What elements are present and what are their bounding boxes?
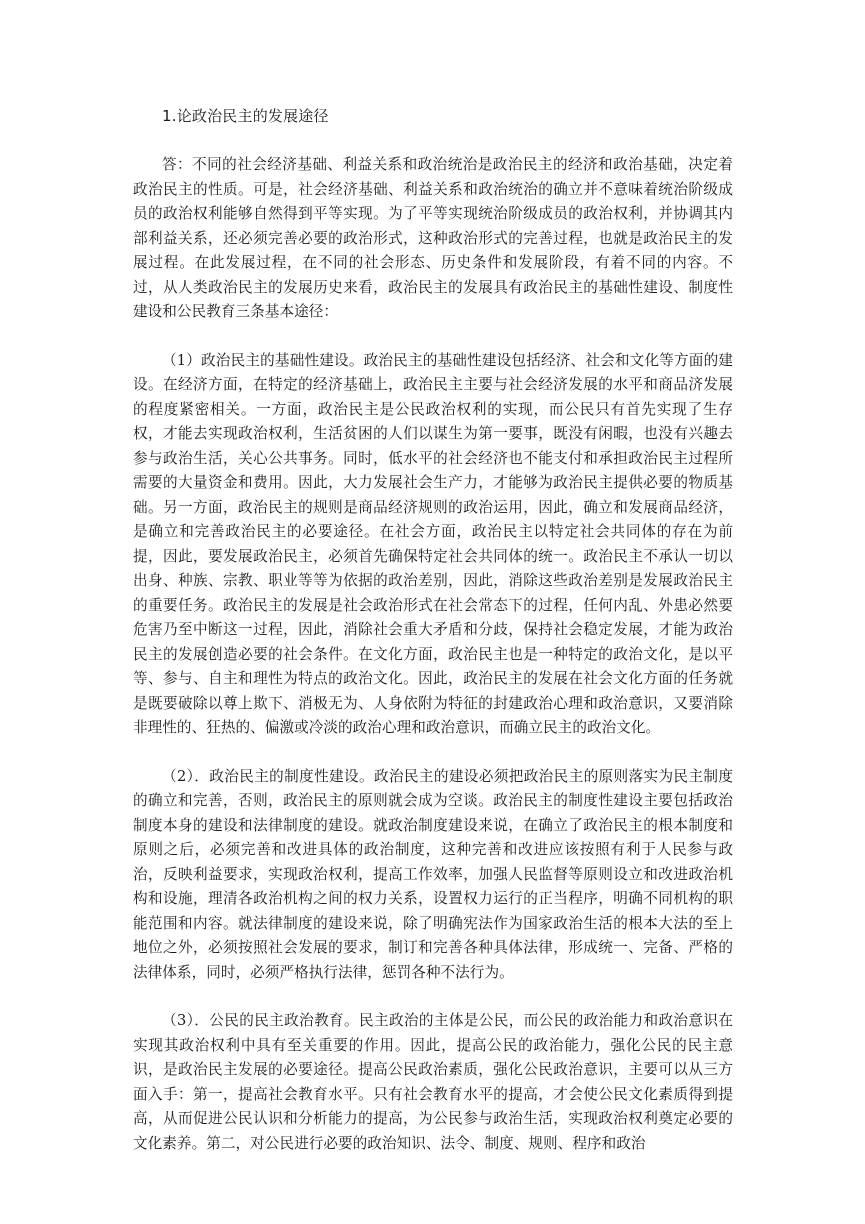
section-title: 1.论政治民主的发展途径 xyxy=(162,107,329,125)
institutional-construction-paragraph: （2）．政治民主的制度性建设。政治民主的建设必须把政治民主的原则落实为民主制度的确立和完善，否则，政治民主的原则就会成为空谈。政治民主的制度性建设主要包括政治制度本身的建设和法律制度的建设。就政治制度建设来说，在确立了政治民主的根本制度和原则之后，必须完善和改进具体的政治制度，这种完善和改进应该按照有利于人民参与政治，反映利益要求，实现政治权利，提高工作效率，加强人民监督等原则设立和改进政治机构和设施，理清各政治机构之间的权力关系，设置权力运行的正当程序，明确不同机构的职能范围和内容。就法律制度的建设来说，除了明确宪法作为国家政治生活的根本大法的至上地位之外，必须按照社会发展的要求，制订和完善各种具体法律，形成统一、完备、严格的法律体系，同时，必须严格执行法律，惩罚各种不法行为。 xyxy=(133,767,733,981)
basic-construction-paragraph: （1）政治民主的基础性建设。政治民主的基础性建设包括经济、社会和文化等方面的建设。在经济方面，在特定的经济基础上，政治民主主要与社会经济发展的水平和商品济发展的程度紧密相关。一方面，政治民主是公民政治权利的实现，而公民只有首先实现了生存权，才能去实现政治权利，生活贫困的人们以谋生为第一要事，既没有闲暇，也没有兴趣去参与政治生活，关心公共事务。同时，低水平的社会经济也不能支付和承担政治民主过程所需要的大量资金和费用。因此，大力发展社会生产力，才能够为政治民主提供必要的物质基础。另一方面，政治民主的规则是商品经济规则的政治运用，因此，确立和发展商品经济，是确立和完善政治民主的必要途径。在社会方面，政治民主以特定社会共同体的存在为前提，因此，要发展政治民主，必须首先确保特定社会共同体的统一。政治民主不承认一切以出身、种族、宗教、职业等等为依据的政治差别，因此，消除这些政治差别是发展政治民主的重要任务。政治民主的发展是社会政治形式在社会常态下的过程，任何内乱、外患必然要危害乃至中断这一过程，因此，消除社会重大矛盾和分歧，保持社会稳定发展，才能为政治民主的发展创造必要的社会条件。在文化方面，政治民主也是一种特定的政治文化，是以平等、参与、自主和理性为特点的政治文化。因此，政治民主的发展在社会文化方面的任务就是既要破除以尊上欺下、消极无为、人身依附为特征的封建政治心理和政治意识，又要消除非理性的、狂热的、偏激或冷淡的政治心理和政治意识，而确立民主的政治文化。 xyxy=(133,351,733,736)
document-page xyxy=(133,104,733,1180)
answer-intro-paragraph: 答：不同的社会经济基础、利益关系和政治统治是政治民主的经济和政治基础，决定着政治民主的性质。可是，社会经济基础、利益关系和政治统治的确立并不意味着统治阶级成员的政治权利能够自然得到平等实现。为了平等实现统治阶级成员的政治权利，并协调其内部利益关系，还必须完善必要的政治形式，这种政治形式的完善过程，也就是政治民主的发展过程。在此发展过程，在不同的社会形态、历史条件和发展阶段，有着不同的内容。不过，从人类政治民主的发展历史来看，政治民主的发展具有政治民主的基础性建设、制度性建设和公民教育三条基本途径： xyxy=(133,156,733,320)
civic-education-paragraph: （3）．公民的民主政治教育。民主政治的主体是公民，而公民的政治能力和政治意识在实现其政治权利中具有至关重要的作用。因此，提高公民的政治能力，强化公民的民主意识，是政治民主发展的必要途径。提高公民政治素质，强化公民政治意识，主要可以从三方面入手：第一，提高社会教育水平。只有社会教育水平的提高，才会使公民文化素质得到提高，从而促进公民认识和分析能力的提高，为公民参与政治生活，实现政治权利奠定必要的文化素养。第二，对公民进行必要的政治知识、法令、制度、规则、程序和政治 xyxy=(133,1012,733,1152)
